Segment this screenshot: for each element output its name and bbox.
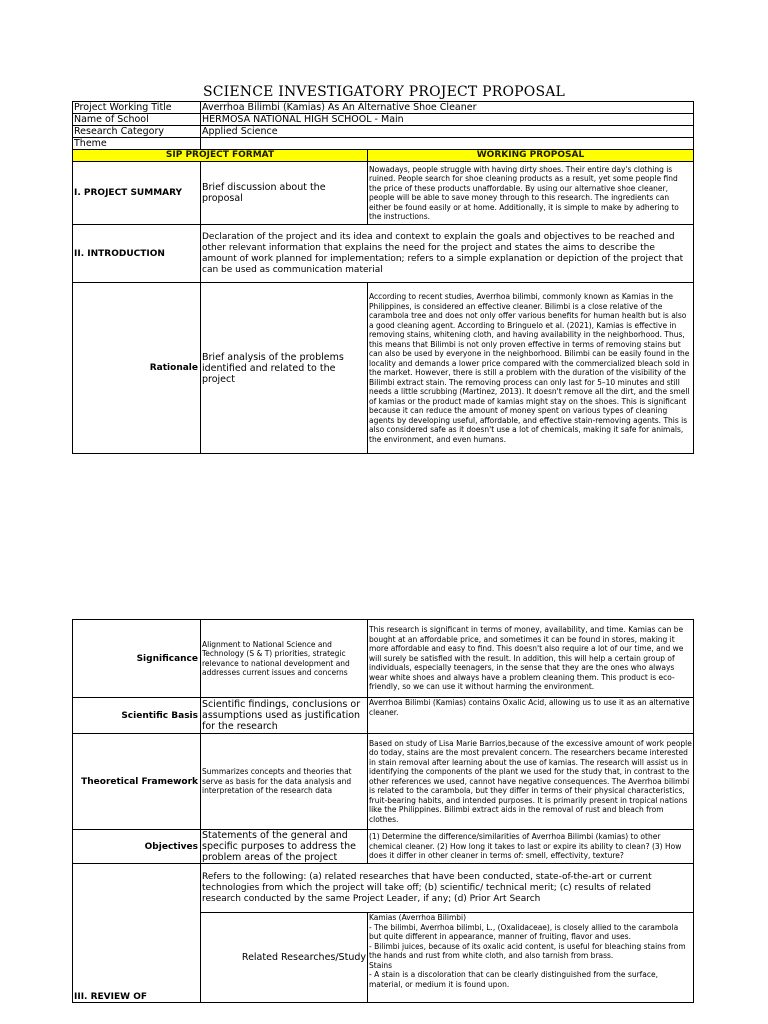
introduction-label: II. INTRODUCTION	[73, 225, 201, 283]
rationale-label: Rationale	[73, 283, 201, 454]
meta-value	[201, 138, 694, 150]
format-header: SIP PROJECT FORMAT	[73, 150, 368, 162]
page-title: SCIENCE INVESTIGATORY PROJECT PROPOSAL	[202, 84, 566, 100]
review-text: Refers to the following: (a) related researches that have been conducted, state-of-the-art or current technologies from which the project will take off; (b) scientific/ technical merit; (c) results of related research conducted by the same Project Leader, if any; (d) Prior Art Search	[201, 864, 694, 913]
objectives-row	[73, 830, 694, 864]
meta-row-school	[73, 114, 694, 126]
objectives-text: (1) Determine the difference/similarities of Averrhoa Bilimbi (kamias) to other chemical cleaner. (2) How long it takes to last or expire its ability to clean? (3) How does it differ in other cleaner in terms of: smell, effectivity, texture?	[368, 830, 694, 864]
objectives-desc: Statements of the general and specific purposes to address the problem areas of the project	[201, 830, 368, 864]
summary-text: Nowadays, people struggle with having dirty shoes. Their entire day's clothing is ruined. People search for shoe cleaning products as a result, yet some people find the price of these products unaffordable. By using our alternative shoe cleaner, people will be able to save money through to this research. The ingredients can either be found easily or at home. Additionally, it is simple to make by adhering to the instructions.	[368, 162, 694, 225]
proposal-header: WORKING PROPOSAL	[368, 150, 694, 162]
significance-label: Significance	[73, 620, 201, 698]
meta-row-category	[73, 126, 694, 138]
significance-desc: Alignment to National Science and Technology (S & T) priorities, strategic relevance to national development and addresses current issues and concerns	[201, 620, 368, 698]
theoretical-label: Theoretical Framework	[73, 734, 201, 830]
related-line: - A stain is a discoloration that can be clearly distinguished from the surface, material, or medium it is found upon.	[369, 970, 659, 989]
review-label: III. REVIEW OF	[73, 864, 201, 1003]
meta-label: Theme	[73, 138, 201, 150]
related-label: Related Researches/Study	[201, 913, 368, 1003]
related-line: - Bilimbi juices, because of its oxalic acid content, is useful for bleaching stains from the hands and rust from white cloth, and also tarnish from brass.	[369, 941, 686, 960]
rationale-text: According to recent studies, Averrhoa bilimbi, commonly known as Kamias in the Philippines, is considered an effective cleaner. Bilimbi is a close relative of the carambola tree and does not only offer various benefits for human health but is also a good cleaning agent. According to Bringuelo et al. (2021), Kamias is effective in removing stains, whitening cloth, and having availability in the neighborhood. Thus, this means that Bilimbi is not only proven effective in terms of removing stains but can also be used by everyone in the neighborhood. Bilimbi can be easily found in the locality and demands a lower price compared with the commercialized bleach sold in the market. However, there is still a problem with the duration of the visibility of the Bilimbi extract stain. The removing process can only last for 5–10 minutes and still needs a little scrubbing (Martinez, 2013). It doesn't remove all the dirt, and the smell of kamias or the product made of kamias might stay on the shoes. This is significant because it can reduce the amount of money spent on various types of cleaning agents by developing useful, affordable, and effective stain-removing agents. This is also considered safe as it doesn't use a lot of chemicals, making it safe for animals, the environment, and even humans.	[368, 283, 694, 454]
meta-row-theme	[73, 138, 694, 150]
summary-row	[73, 162, 694, 225]
significance-text: This research is significant in terms of money, availability, and time. Kamias can be bought at an affordable price, and sometimes it can be found in stores, making it more affordable and easy to find. This doesn't also require a lot of our time, and we will surely be satisfied with the result. In addition, this will help a certain group of individuals, especially teenagers, in the sense that they are the ones who always wear white shoes and always have a problem cleaning them. This product is eco-friendly, so we can use it without harming the environment.	[368, 620, 694, 698]
meta-label: Project Working Title	[73, 102, 201, 114]
scientific-basis-row	[73, 698, 694, 734]
theoretical-desc: Summarizes concepts and theories that serve as basis for the data analysis and interpretation of the research data	[201, 734, 368, 830]
review-row	[73, 864, 694, 913]
scientific-basis-label: Scientific Basis	[73, 698, 201, 734]
related-line: - The bilimbi, Averrhoa bilimbi, L., (Oxalidaceae), is closely allied to the carambola but quite different in appearance, manner of fruiting, flavor and uses.	[369, 922, 679, 941]
rationale-desc: Brief analysis of the problems identified and related to the project	[201, 283, 368, 454]
meta-row-title	[73, 102, 694, 114]
objectives-label: Objectives	[73, 830, 201, 864]
related-text	[368, 913, 694, 1003]
format-header-row	[73, 150, 694, 162]
meta-value: Averrhoa Bilimbi (Kamias) As An Alternative Shoe Cleaner	[201, 102, 694, 114]
summary-desc: Brief discussion about the proposal	[201, 162, 368, 225]
proposal-table-top	[72, 101, 694, 454]
proposal-table-bottom	[72, 619, 694, 1003]
rationale-row	[73, 283, 694, 454]
introduction-row	[73, 225, 694, 283]
theoretical-row	[73, 734, 694, 830]
related-line: Stains	[369, 960, 393, 970]
meta-value: Applied Science	[201, 126, 694, 138]
meta-label: Name of School	[73, 114, 201, 126]
theoretical-text: Based on study of Lisa Marie Barrios,because of the excessive amount of work people do today, stains are the most prevalent concern. The researchers became interested in stain removal after learning about the use of kamias. The research will assist us in identifying the components of the plant we used for the study that, in contrast to the other references we used, cannot have negative consequences. The Averrhoa bilimbi is related to the carambola, but they differ in terms of their physical characteristics, fruit-bearing habits, and intended purposes. It is primarily present in tropical nations like the Philippines. Bilimbi extract aids in the removal of rust and bleach from clothes.	[368, 734, 694, 830]
scientific-basis-desc: Scientific findings, conclusions or assumptions used as justification for the research	[201, 698, 368, 734]
related-line: Kamias (Averrhoa Bilimbi)	[369, 913, 467, 922]
significance-row	[73, 620, 694, 698]
summary-label: I. PROJECT SUMMARY	[73, 162, 201, 225]
introduction-text: Declaration of the project and its idea and context to explain the goals and objectives to be reached and other relevant information that explains the need for the project and states the aims to describe the amount of work planned for implementation; refers to a simple explanation or depiction of the project that can be used as communication material	[201, 225, 694, 283]
meta-value: HERMOSA NATIONAL HIGH SCHOOL - Main	[201, 114, 694, 126]
scientific-basis-text: Averrhoa Bilimbi (Kamias) contains Oxalic Acid, allowing us to use it as an alternative cleaner.	[368, 698, 694, 734]
meta-label: Research Category	[73, 126, 201, 138]
